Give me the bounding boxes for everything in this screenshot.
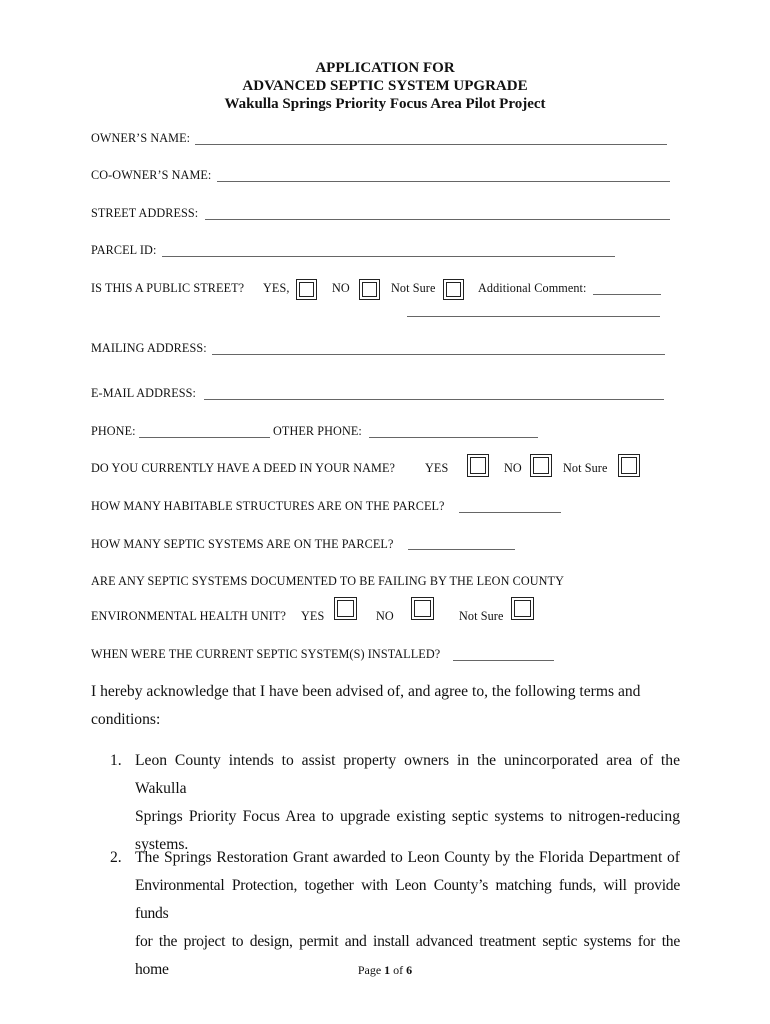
term-2-line1: The Springs Restoration Grant awarded to Leon County by the Florida Department of	[135, 849, 680, 866]
term-1-text	[135, 747, 680, 859]
term-1-line3: systems.	[135, 836, 189, 853]
term-2-line3: for the project to design, permit and install advanced treatment septic systems for the home	[135, 933, 680, 978]
deed-question: DO YOU CURRENTLY HAVE A DEED IN YOUR NAME?	[91, 461, 396, 475]
other-phone-label: OTHER PHONE:	[273, 424, 362, 438]
failing-not-sure-checkbox[interactable]	[511, 597, 534, 620]
septic-count-field[interactable]	[408, 549, 515, 550]
installed-date-question: WHEN WERE THE CURRENT SEPTIC SYSTEM(S) INSTALLED?	[91, 647, 441, 661]
acknowledgement-intro-line1: I hereby acknowledge that I have been advised of, and agree to, the following terms and	[91, 683, 641, 700]
co-owner-name-label: CO-OWNER’S NAME:	[91, 168, 212, 182]
failing-no-checkbox[interactable]	[411, 597, 434, 620]
term-1-number: 1.	[110, 752, 122, 769]
acknowledgement-intro-line2: conditions:	[91, 711, 161, 728]
term-1-line2: Springs Priority Focus Area to upgrade existing septic systems to nitrogen-reducing	[135, 808, 680, 825]
page-total: 6	[406, 963, 413, 977]
deed-yes-label: YES	[425, 461, 449, 475]
page-prefix: Page	[357, 963, 385, 977]
term-1-line1: Leon County intends to assist property owners in the unincorporated area of the Wakulla	[135, 752, 680, 797]
failing-yes-checkbox[interactable]	[334, 597, 357, 620]
deed-no-label: NO	[504, 461, 522, 475]
form-title-line2: ADVANCED SEPTIC SYSTEM UPGRADE	[242, 78, 528, 94]
deed-not-sure-checkbox[interactable]	[618, 454, 640, 477]
additional-comment-label: Additional Comment:	[478, 281, 587, 295]
additional-comment-field-line2[interactable]	[407, 316, 660, 317]
installed-date-field[interactable]	[453, 660, 554, 661]
failing-not-sure-label: Not Sure	[459, 609, 504, 623]
failing-septic-question-line1: ARE ANY SEPTIC SYSTEMS DOCUMENTED TO BE FAILING BY THE LEON COUNTY	[91, 574, 565, 588]
public-street-no-checkbox[interactable]	[359, 279, 380, 300]
co-owner-name-field[interactable]	[217, 181, 670, 182]
public-street-not-sure-checkbox[interactable]	[443, 279, 464, 300]
email-address-field[interactable]	[204, 399, 664, 400]
form-title-line1: APPLICATION FOR	[315, 60, 455, 76]
mailing-address-field[interactable]	[212, 354, 665, 355]
deed-not-sure-label: Not Sure	[563, 461, 608, 475]
failing-yes-label: YES	[301, 609, 325, 623]
deed-no-checkbox[interactable]	[530, 454, 552, 477]
public-street-question: IS THIS A PUBLIC STREET?	[91, 281, 245, 295]
phone-field[interactable]	[139, 437, 270, 438]
other-phone-field[interactable]	[369, 437, 538, 438]
page-middle: of	[390, 963, 407, 977]
public-street-no-label: NO	[332, 281, 350, 295]
owner-name-label: OWNER’S NAME:	[91, 131, 191, 145]
page-number	[0, 963, 770, 978]
public-street-yes-checkbox[interactable]	[296, 279, 317, 300]
mailing-address-label: MAILING ADDRESS:	[91, 341, 207, 355]
failing-no-label: NO	[376, 609, 394, 623]
form-subtitle: Wakulla Springs Priority Focus Area Pilot Project	[224, 96, 546, 112]
street-address-field[interactable]	[205, 219, 670, 220]
public-street-yes-label: YES,	[263, 281, 290, 295]
deed-yes-checkbox[interactable]	[467, 454, 489, 477]
page-current: 1	[384, 963, 391, 977]
term-2-number: 2.	[110, 849, 122, 866]
email-address-label: E-MAIL ADDRESS:	[91, 386, 196, 400]
street-address-label: STREET ADDRESS:	[91, 206, 199, 220]
failing-septic-question-line2: ENVIRONMENTAL HEALTH UNIT?	[91, 609, 287, 623]
term-2-line2: Environmental Protection, together with Leon County’s matching funds, will provide funds	[135, 877, 680, 922]
parcel-id-label: PARCEL ID:	[91, 243, 157, 257]
phone-label: PHONE:	[91, 424, 136, 438]
public-street-not-sure-label: Not Sure	[391, 281, 436, 295]
additional-comment-field[interactable]	[593, 294, 661, 295]
habitable-structures-question: HOW MANY HABITABLE STRUCTURES ARE ON THE PARCEL?	[91, 499, 445, 513]
septic-count-question: HOW MANY SEPTIC SYSTEMS ARE ON THE PARCEL?	[91, 537, 394, 551]
habitable-structures-field[interactable]	[459, 512, 561, 513]
parcel-id-field[interactable]	[162, 256, 615, 257]
owner-name-field[interactable]	[195, 144, 667, 145]
